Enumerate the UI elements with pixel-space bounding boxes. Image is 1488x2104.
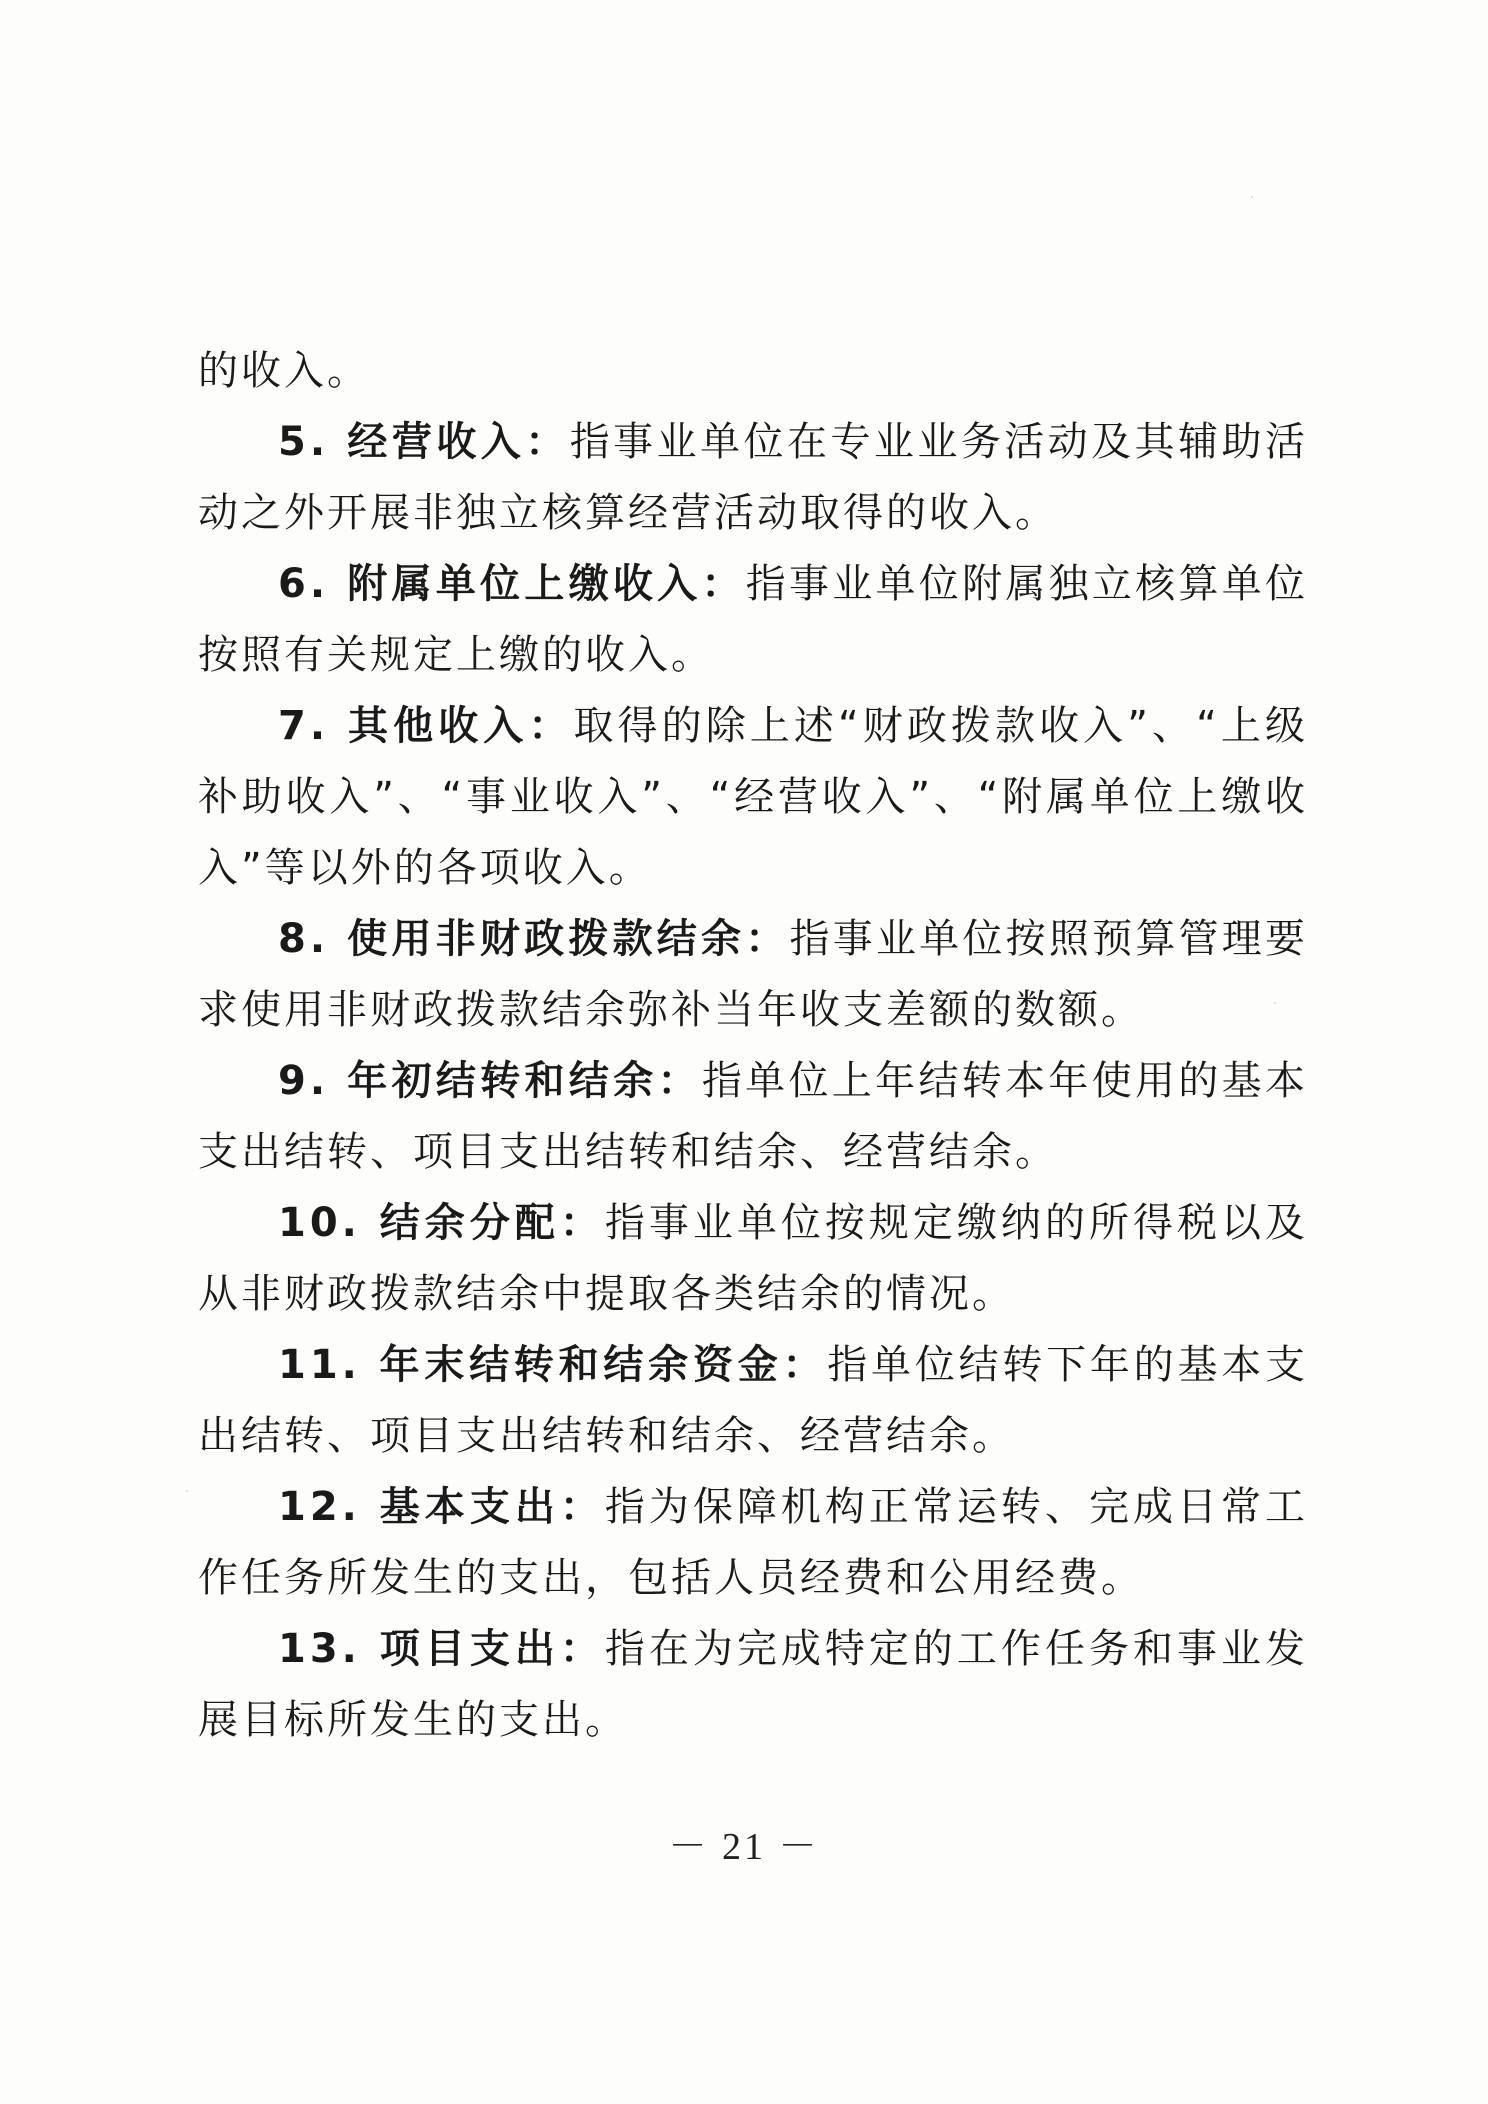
- body-text: [198, 336, 1308, 1756]
- definition-term: 13. 项目支出：: [278, 1626, 605, 1672]
- definition-item-9: [198, 1046, 1308, 1188]
- definition-item-5: [198, 407, 1308, 549]
- definition-item-10: [198, 1188, 1308, 1330]
- definition-body: 指事业单位在专业业务活动及其辅助活动之外开展非独立核算经营活动取得的收入。: [198, 419, 1309, 536]
- definition-item-8: [198, 904, 1308, 1046]
- definition-term: 6. 附属单位上缴收入：: [278, 561, 746, 607]
- definition-term: 7. 其他收入：: [278, 703, 574, 749]
- definition-item-13: [198, 1614, 1308, 1756]
- definition-body: 指事业单位按照预算管理要求使用非财政拨款结余弥补当年收支差额的数额。: [198, 916, 1309, 1033]
- definition-body: 指在为完成特定的工作任务和事业发展目标所发生的支出。: [198, 1626, 1308, 1743]
- definition-body: 指为保障机构正常运转、完成日常工作任务所发生的支出，包括人员经费和公用经费。: [198, 1484, 1308, 1601]
- definition-item-6: [198, 549, 1308, 691]
- definition-item-12: [198, 1472, 1308, 1614]
- page-number: － 21 －: [668, 1826, 820, 1868]
- definition-body: 指事业单位附属独立核算单位按照有关规定上缴的收入。: [198, 561, 1309, 678]
- definition-term: 8. 使用非财政拨款结余：: [278, 916, 790, 962]
- definition-term: 10. 结余分配：: [278, 1200, 605, 1246]
- definition-body: 指单位上年结转本年使用的基本支出结转、项目支出结转和结余、经营结余。: [198, 1058, 1309, 1175]
- definition-term: 5. 经营收入：: [278, 419, 570, 465]
- scan-speck: [1274, 1002, 1276, 1004]
- definition-term: 11. 年末结转和结余资金：: [278, 1342, 828, 1388]
- definition-body: 指事业单位按规定缴纳的所得税以及从非财政拨款结余中提取各类结余的情况。: [198, 1200, 1308, 1317]
- scan-speck: [1251, 196, 1253, 198]
- definition-body: 取得的除上述“财政拨款收入”、“上级补助收入”、“事业收入”、“经营收入”、“附属单位上缴收入”等以外的各项收入。: [198, 703, 1309, 891]
- definition-item-7: [198, 691, 1308, 904]
- continuation-line: 的收入。: [198, 348, 370, 394]
- definition-term: 12. 基本支出：: [278, 1484, 605, 1530]
- definition-item-11: [198, 1330, 1308, 1472]
- definition-term: 9. 年初结转和结余：: [278, 1058, 702, 1104]
- definition-body: 指单位结转下年的基本支出结转、项目支出结转和结余、经营结余。: [198, 1342, 1308, 1459]
- scan-speck: [186, 1490, 188, 1492]
